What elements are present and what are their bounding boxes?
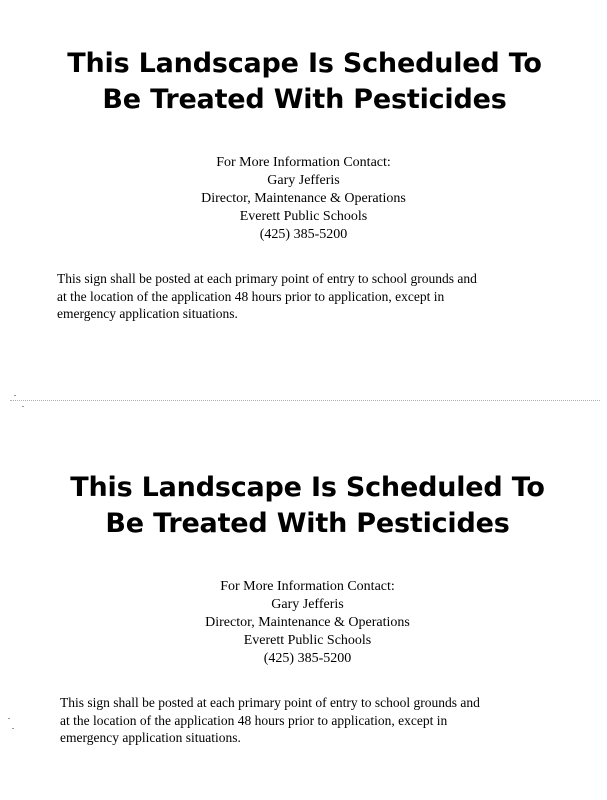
sign-title	[0, 470, 607, 542]
notice-line-2: at the location of the application 48 hours prior to application, except in	[57, 288, 445, 304]
notice-line-3: emergency application situations.	[57, 306, 238, 321]
sign-title	[0, 46, 607, 118]
contact-heading: For More Information Contact:	[220, 579, 395, 594]
contact-title: Director, Maintenance & Operations	[201, 191, 406, 206]
contact-block	[0, 578, 607, 668]
posting-notice	[57, 270, 557, 323]
contact-block	[0, 154, 607, 244]
title-line-2: Be Treated With Pesticides	[105, 508, 510, 539]
posting-notice	[60, 694, 560, 747]
cut-line-divider	[10, 400, 600, 401]
contact-phone: (425) 385-5200	[263, 651, 352, 666]
contact-organization: Everett Public Schools	[243, 633, 372, 648]
pesticide-sign-bottom	[0, 470, 607, 747]
pesticide-sign-top	[0, 46, 607, 323]
notice-line-3: emergency application situations.	[60, 730, 241, 745]
contact-phone: (425) 385-5200	[259, 227, 348, 242]
title-line-2: Be Treated With Pesticides	[102, 84, 507, 115]
notice-line-1: This sign shall be posted at each primary point of entry to school grounds and	[57, 271, 477, 286]
contact-organization: Everett Public Schools	[239, 209, 368, 224]
contact-name: Gary Jefferis	[267, 173, 340, 188]
title-line-1: This Landscape Is Scheduled To	[70, 472, 545, 503]
contact-name: Gary Jefferis	[271, 597, 344, 612]
title-line-1: This Landscape Is Scheduled To	[67, 48, 542, 79]
notice-line-2: at the location of the application 48 hours prior to application, except in	[60, 712, 448, 728]
contact-heading: For More Information Contact:	[216, 155, 391, 170]
scan-speck	[14, 395, 16, 396]
notice-line-1: This sign shall be posted at each primary point of entry to school grounds and	[60, 695, 480, 710]
contact-title: Director, Maintenance & Operations	[205, 615, 410, 630]
scan-speck	[22, 406, 24, 407]
